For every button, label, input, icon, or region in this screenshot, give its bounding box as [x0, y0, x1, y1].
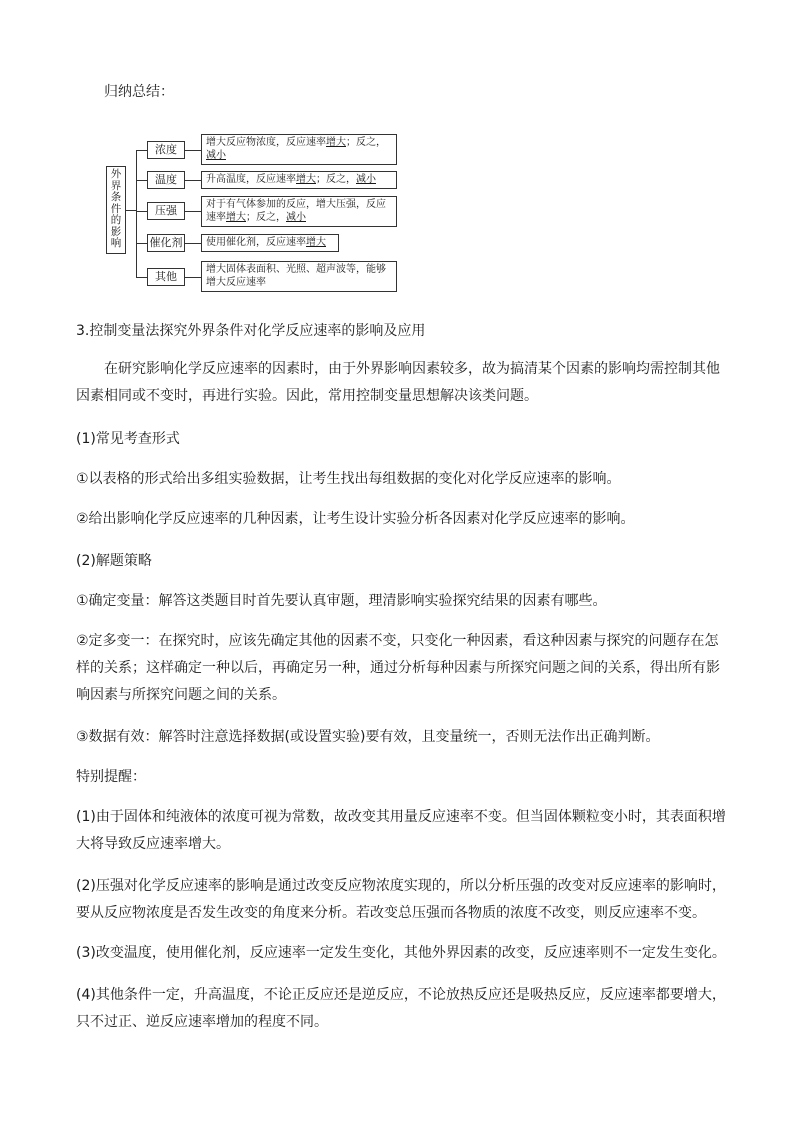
section-title: 3.控制变量法探究外界条件对化学反应速率的影响及应用: [76, 323, 426, 339]
desc-underlined: 增大: [296, 174, 316, 185]
desc-underlined: 减小: [286, 212, 306, 223]
strategy-item: ③数据有效：解答时注意选择数据(或设置实验)要有效，且变量统一，否则无法作出正确判断。: [76, 729, 660, 745]
desc-text: ；反之，: [246, 212, 286, 223]
branch-line: [185, 277, 201, 278]
desc-text: 增大反应物浓度，反应速率: [206, 137, 326, 148]
root-char: 外: [110, 168, 122, 180]
strategy-item: ①确定变量：解答这类题目时首先要认真审题，理清影响实验探究结果的因素有哪些。: [76, 593, 607, 609]
common-form-item: ①以表格的形式给出多组实验数据，让考生找出每组数据的变化对化学反应速率的影响。: [76, 471, 621, 487]
category-catalyst: 催化剂: [147, 234, 185, 252]
desc-temperature: [201, 171, 397, 189]
desc-underlined: 减小: [356, 174, 376, 185]
desc-concentration: [201, 134, 397, 165]
root-char: 件: [110, 202, 122, 215]
desc-text: 升高温度，反应速率: [206, 174, 296, 185]
desc-other: [201, 261, 397, 292]
strategy-item: ②定多变一：在探究时，应该先确定其他的因素不变，只变化一种因素，看这种因素与探究的问题存在怎样的关系；这样确定一种以后，再确定另一种，通过分析每种因素与所探究问题之间的关系，得出所有影响因素与所探究问题之间的关系。: [76, 633, 720, 703]
tips-heading: 特别提醒：: [76, 769, 146, 785]
branch-line: [185, 150, 201, 151]
desc-text: ；反之，: [316, 174, 356, 185]
influence-factors-diagram: [0, 0, 794, 320]
root-char: 条: [110, 191, 122, 203]
desc-underlined: 减小: [206, 150, 226, 161]
branch-line: [136, 211, 147, 212]
branch-line: [136, 243, 147, 244]
root-char: 响: [110, 237, 122, 249]
diagram-root-box: [106, 166, 126, 254]
category-pressure: 压强: [147, 202, 185, 220]
intro-paragraph: 在研究影响化学反应速率的因素时，由于外界影响因素较多，故为搞清某个因素的影响均需控制其他因素相同或不变时，再进行实验。因此，常用控制变量思想解决该类问题。: [76, 361, 720, 404]
tip-item: (4)其他条件一定，升高温度，不论正反应还是逆反应，不论放热反应还是吸热反应，反应速率都要增大，只不过正、逆反应速率增加的程度不同。: [76, 987, 726, 1030]
root-char: 影: [110, 225, 122, 238]
spine-line: [136, 150, 137, 277]
branch-line: [185, 180, 201, 181]
root-char: 界: [110, 179, 122, 192]
category-other: 其他: [147, 268, 185, 286]
desc-underlined: 增大: [226, 212, 246, 223]
branch-line: [136, 180, 147, 181]
branch-line: [136, 277, 147, 278]
common-form-item: ②给出影响化学反应速率的几种因素，让考生设计实验分析各因素对化学反应速率的影响。: [76, 511, 635, 527]
root-char: 的: [110, 214, 122, 226]
desc-underlined: 增大: [326, 137, 346, 148]
connector-line: [126, 210, 136, 211]
branch-line: [185, 211, 201, 212]
branch-line: [185, 243, 201, 244]
common-forms-heading: (1)常见考查形式: [76, 431, 180, 447]
desc-underlined: 增大: [306, 237, 326, 248]
summary-title: 归纳总结：: [104, 84, 174, 100]
desc-pressure: [201, 196, 397, 227]
branch-line: [136, 150, 147, 151]
desc-catalyst: [201, 234, 339, 252]
desc-text: ；反之，: [346, 137, 386, 148]
category-concentration: 浓度: [147, 141, 185, 159]
desc-text: 使用催化剂，反应速率: [206, 237, 306, 248]
desc-text: 增大固体表面积、光照、超声波等，能够增大反应速率: [206, 264, 386, 288]
category-temperature: 温度: [147, 171, 185, 189]
tip-item: (3)改变温度，使用催化剂，反应速率一定发生变化，其他外界因素的改变，反应速率则不一定发生变化。: [76, 945, 726, 961]
strategy-heading: (2)解题策略: [76, 553, 152, 569]
tip-item: (2)压强对化学反应速率的影响是通过改变反应物浓度实现的，所以分析压强的改变对反应速率的影响时，要从反应物浓度是否发生改变的角度来分析。若改变总压强而各物质的浓度不改变，则反应速率不变。: [76, 878, 726, 921]
tip-item: (1)由于固体和纯液体的浓度可视为常数，故改变其用量反应速率不变。但当固体颗粒变小时，其表面积增大将导致反应速率增大。: [76, 809, 726, 852]
desc-text: 对于有气体参加的反应，增大压强，反应速率: [206, 199, 386, 223]
